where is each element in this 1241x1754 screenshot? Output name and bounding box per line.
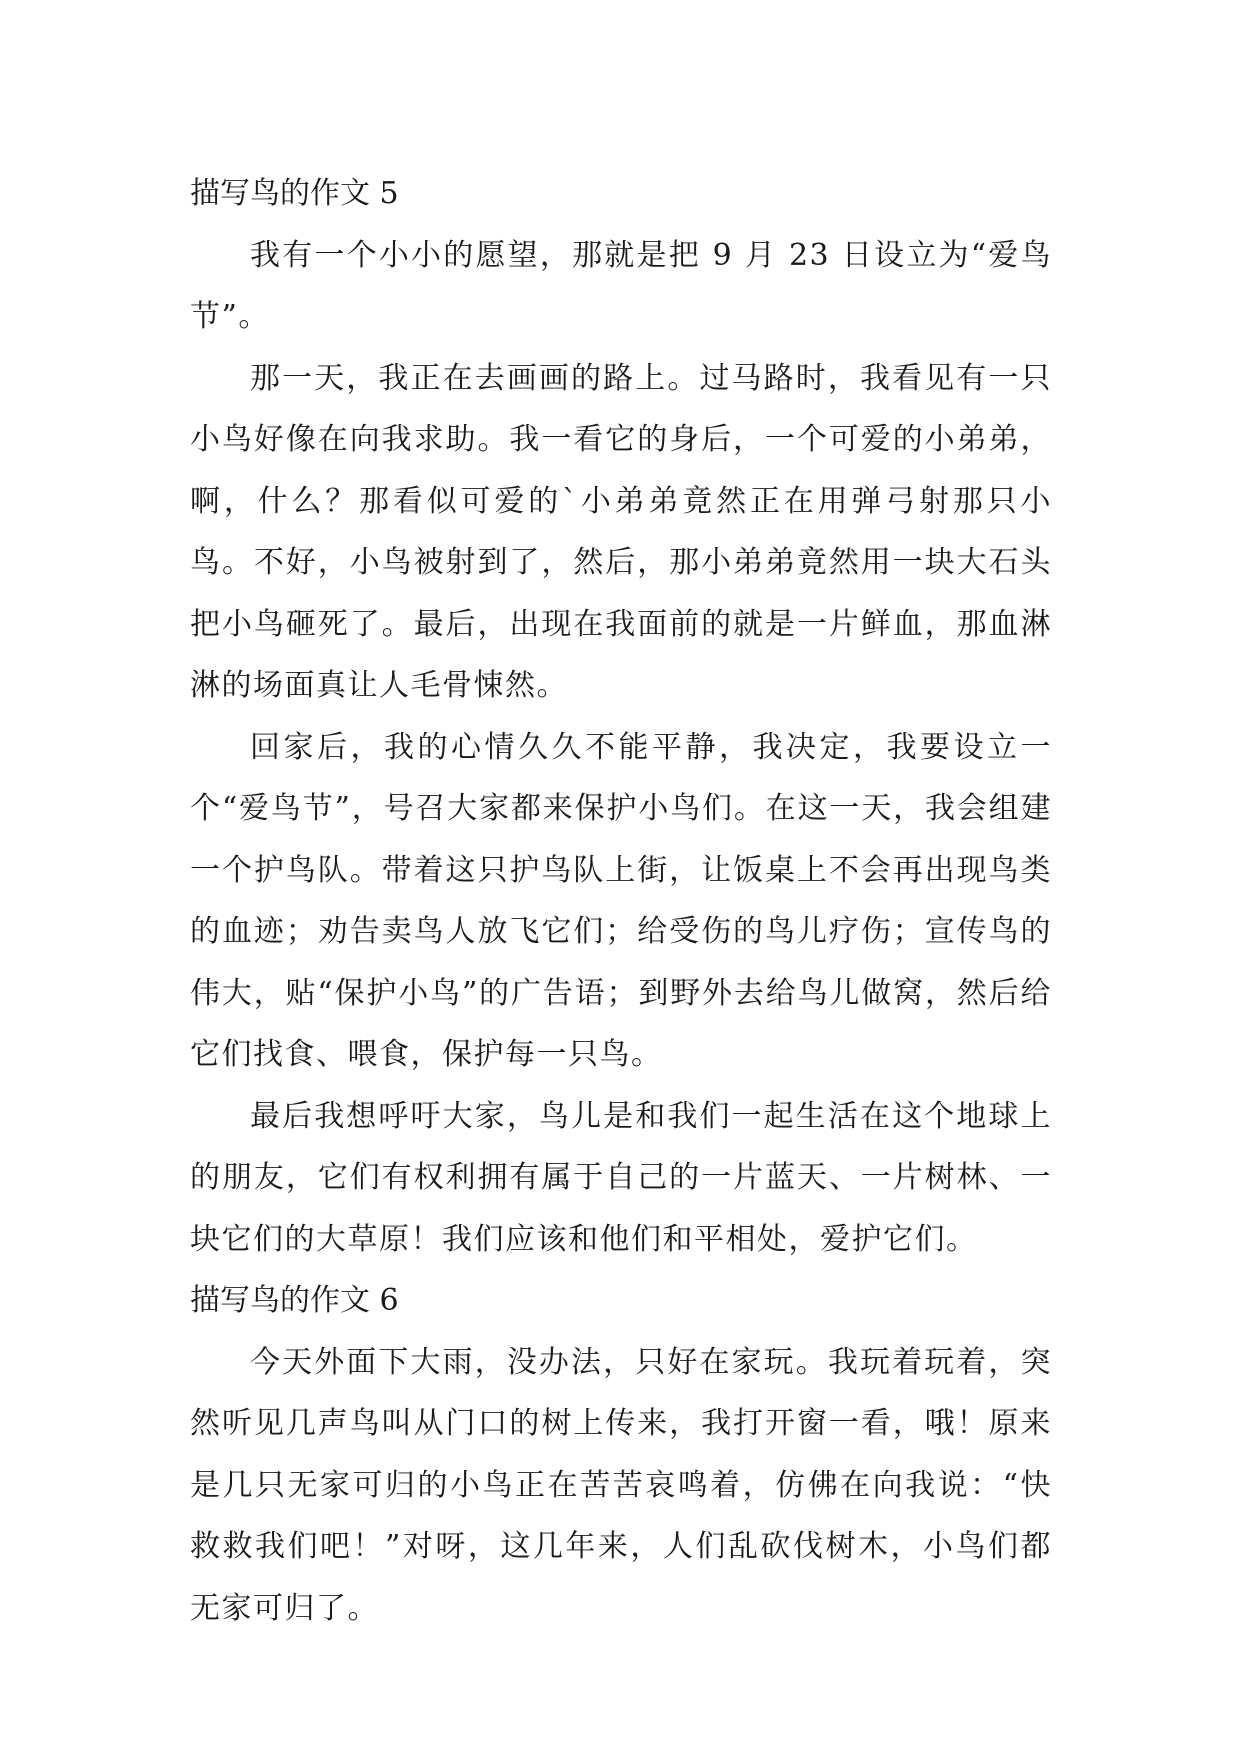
paragraph: 回家后，我的心情久久不能平静，我决定，我要设立一个“爱鸟节”，号召大家都来保护小鸟们。在这一天，我会组建一个护鸟队。带着这只护鸟队上街，让饭桌上不会再出现鸟类的血迹；劝告卖鸟人放飞它们；给受伤的鸟儿疗伤；宣传鸟的伟大，贴“保护小鸟”的广告语；到野外去给鸟儿做窝，然后给它们找食、喂食，保护每一只鸟。 (190, 729, 1052, 1072)
section-heading: 描写鸟的作文 5 (190, 176, 399, 211)
paragraph: 那一天，我正在去画画的路上。过马路时，我看见有一只小鸟好像在向我求助。我一看它的身后，一个可爱的小弟弟，啊，什么？那看似可爱的`小弟弟竟然正在用弹弓射那只小鸟。不好，小鸟被射到了，然后，那小弟弟竟然用一块大石头把小鸟砸死了。最后，出现在我面前的就是一片鲜血，那血淋淋的场面真让人毛骨悚然。 (190, 360, 1052, 703)
paragraph: 最后我想呼吁大家，鸟儿是和我们一起生活在这个地球上的朋友，它们有权利拥有属于自己的一片蓝天、一片树林、一块它们的大草原！我们应该和他们和平相处，爱护它们。 (190, 1098, 1052, 1257)
paragraph: 我有一个小小的愿望，那就是把 9 月 23 日设立为“爱鸟节”。 (190, 237, 1052, 334)
paragraph: 今天外面下大雨，没办法，只好在家玩。我玩着玩着，突然听见几声鸟叫从门口的树上传来，我打开窗一看，哦！原来是几只无家可归的小鸟正在苦苦哀鸣着，仿佛在向我说：“快救救我们吧！”对呀，这几年来，人们乱砍伐树木，小鸟们都无家可归了。 (190, 1344, 1052, 1626)
document-page (190, 163, 1052, 1639)
section-heading: 描写鸟的作文 6 (190, 1283, 399, 1318)
